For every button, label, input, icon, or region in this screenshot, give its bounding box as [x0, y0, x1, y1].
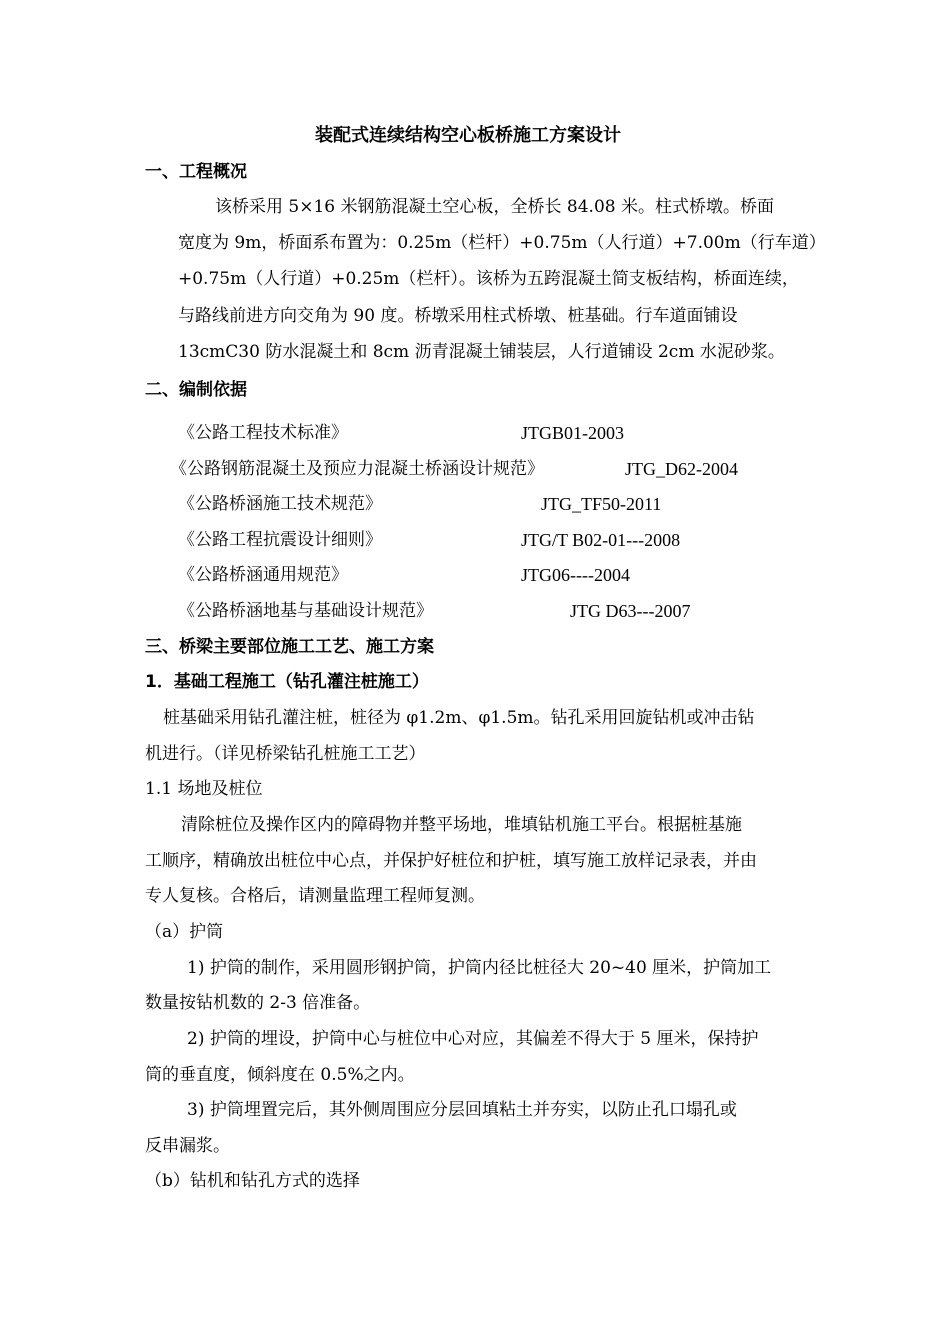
- reference-code: JTG_TF50-2011: [541, 494, 662, 514]
- subsection-1-1-heading: 1.1 场地及桩位: [145, 779, 263, 799]
- reference-code: JTG/T B02-01---2008: [521, 530, 681, 550]
- subsection-1-paragraph-line: 桩基础采用钻孔灌注桩，桩径为 φ1.2m、φ1.5m。钻孔采用回旋钻机或冲击钻: [163, 708, 755, 728]
- subsection-1-1-paragraph-line: 工顺序，精确放出桩位中心点，并保护好桩位和护桩，填写施工放样记录表，并由: [145, 851, 757, 871]
- section-1-paragraph-line: 该桥采用 5×16 米钢筋混凝土空心板，全桥长 84.08 米。柱式桥墩。桥面: [215, 197, 774, 217]
- section-1-paragraph-line: 13cmC30 防水混凝土和 8cm 沥青混凝土铺装层，人行道铺设 2cm 水泥砂浆。: [178, 342, 785, 362]
- subsection-1-1-paragraph-line: 清除桩位及操作区内的障碍物并整平场地，堆填钻机施工平台。根据桩基施: [181, 815, 742, 835]
- reference-name: 《公路桥涵地基与基础设计规范》: [178, 601, 433, 621]
- item-b-heading: （b）钻机和钻孔方式的选择: [145, 1171, 360, 1191]
- item-a-line: 1) 护筒的制作，采用圆形钢护筒，护筒内径比桩径大 20~40 厘米，护筒加工: [187, 958, 772, 978]
- subsection-1-heading: 1．基础工程施工（钻孔灌注桩施工）: [145, 672, 429, 692]
- section-1-paragraph-line: 宽度为 9m，桥面系布置为：0.25m（栏杆）+0.75m（人行道）+7.00m（行车道）: [178, 233, 826, 253]
- item-a-line: 反串漏浆。: [145, 1136, 230, 1156]
- reference-name: 《公路工程技术标准》: [178, 423, 348, 443]
- reference-name: 《公路工程抗震设计细则》: [178, 530, 382, 550]
- item-a-line: 3) 护筒埋置完后，其外侧周围应分层回填粘土并夯实，以防止孔口塌孔或: [187, 1100, 737, 1120]
- section-2-heading: 二、编制依据: [145, 380, 247, 400]
- reference-code: JTG06----2004: [521, 565, 630, 585]
- item-a-heading: （a）护筒: [145, 922, 224, 942]
- item-a-line: 筒的垂直度，倾斜度在 0.5%之内。: [145, 1065, 415, 1085]
- item-a-line: 数量按钻机数的 2-3 倍准备。: [145, 993, 371, 1013]
- section-1-paragraph-line: 与路线前进方向交角为 90 度。桥墩采用柱式桥墩、桩基础。行车道面铺设: [178, 306, 738, 326]
- reference-code: JTG D63---2007: [570, 601, 691, 621]
- reference-code: JTGB01-2003: [521, 423, 624, 443]
- document-title: 装配式连续结构空心板桥施工方案设计: [315, 125, 621, 146]
- section-1-paragraph-line: +0.75m（人行道）+0.25m（栏杆）。该桥为五跨混凝土简支板结构，桥面连续，: [178, 269, 799, 289]
- section-1-heading: 一、工程概况: [145, 162, 247, 182]
- item-a-line: 2) 护筒的埋设，护筒中心与桩位中心对应，其偏差不得大于 5 厘米，保持护: [187, 1029, 759, 1049]
- section-3-heading: 三、桥梁主要部位施工工艺、施工方案: [145, 637, 434, 657]
- reference-name: 《公路桥涵施工技术规范》: [178, 494, 382, 514]
- reference-code: JTG_D62-2004: [625, 459, 738, 479]
- reference-name: 《公路钢筋混凝土及预应力混凝土桥涵设计规范》: [170, 459, 544, 479]
- subsection-1-paragraph-line: 机进行。（详见桥梁钻孔桩施工工艺）: [145, 744, 426, 764]
- reference-name: 《公路桥涵通用规范》: [178, 565, 348, 585]
- subsection-1-1-paragraph-line: 专人复核。合格后，请测量监理工程师复测。: [145, 886, 485, 906]
